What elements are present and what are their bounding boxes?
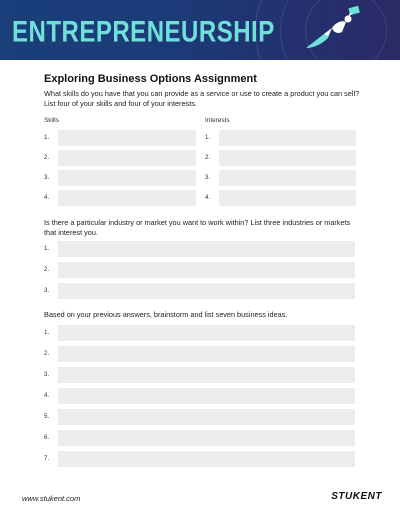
footer-url[interactable]: www.stukent.com — [22, 494, 81, 503]
header-banner — [0, 0, 400, 60]
idea-row — [44, 325, 356, 341]
row-number: 7. — [44, 455, 50, 462]
idea-field-3[interactable] — [58, 367, 355, 383]
row-number: 2. — [44, 154, 50, 161]
skill-field-4[interactable] — [58, 190, 196, 206]
row-number: 2. — [205, 154, 211, 161]
idea-field-1[interactable] — [58, 325, 355, 341]
industry-row — [44, 262, 356, 278]
skills-label: Skills — [44, 117, 59, 124]
row-number: 3. — [44, 287, 50, 294]
page-title: Exploring Business Options Assignment — [44, 73, 257, 85]
interest-field-2[interactable] — [219, 150, 356, 166]
idea-field-4[interactable] — [58, 388, 355, 404]
industry-row — [44, 283, 356, 299]
skill-row — [44, 130, 196, 146]
row-number: 2. — [44, 266, 50, 273]
row-number: 4. — [44, 194, 50, 201]
industry-field-3[interactable] — [58, 283, 355, 299]
row-number: 3. — [44, 174, 50, 181]
interest-field-1[interactable] — [219, 130, 356, 146]
skill-row — [44, 170, 196, 186]
row-number: 4. — [44, 392, 50, 399]
flying-hero-icon — [302, 4, 362, 56]
skill-field-2[interactable] — [58, 150, 196, 166]
idea-field-6[interactable] — [58, 430, 355, 446]
idea-row — [44, 367, 356, 383]
row-number: 5. — [44, 413, 50, 420]
idea-row — [44, 388, 356, 404]
interest-field-4[interactable] — [219, 190, 356, 206]
row-number: 3. — [44, 371, 50, 378]
row-number: 1. — [44, 245, 50, 252]
skill-row — [44, 150, 196, 166]
idea-row — [44, 430, 356, 446]
row-number: 1. — [205, 134, 211, 141]
section1-prompt: What skills do you have that you can provide as a service or use to create a product you can sell? List four of your skills and four of your interests. — [44, 89, 360, 108]
interest-field-3[interactable] — [219, 170, 356, 186]
idea-field-7[interactable] — [58, 451, 355, 467]
interest-row — [205, 170, 357, 186]
industry-field-1[interactable] — [58, 241, 355, 257]
idea-row — [44, 346, 356, 362]
section2-prompt: Is there a particular industry or market you want to work within? List three industries or markets that interest you. — [44, 218, 351, 237]
idea-row — [44, 409, 356, 425]
row-number: 1. — [44, 329, 50, 336]
interests-label: Interests — [205, 117, 230, 124]
section3-prompt: Based on your previous answers, brainstorm and list seven business ideas. — [44, 310, 288, 319]
interest-row — [205, 130, 357, 146]
interest-row — [205, 190, 357, 206]
row-number: 1. — [44, 134, 50, 141]
skill-field-1[interactable] — [58, 130, 196, 146]
skill-row — [44, 190, 196, 206]
industry-field-2[interactable] — [58, 262, 355, 278]
idea-field-5[interactable] — [58, 409, 355, 425]
row-number: 3. — [205, 174, 211, 181]
interest-row — [205, 150, 357, 166]
skill-field-3[interactable] — [58, 170, 196, 186]
row-number: 2. — [44, 350, 50, 357]
idea-field-2[interactable] — [58, 346, 355, 362]
brand-title: ENTREPRENEURSHIP — [12, 15, 275, 49]
stukent-logo: STUKENT — [331, 491, 382, 502]
idea-row — [44, 451, 356, 467]
industry-row — [44, 241, 356, 257]
row-number: 4. — [205, 194, 211, 201]
row-number: 6. — [44, 434, 50, 441]
